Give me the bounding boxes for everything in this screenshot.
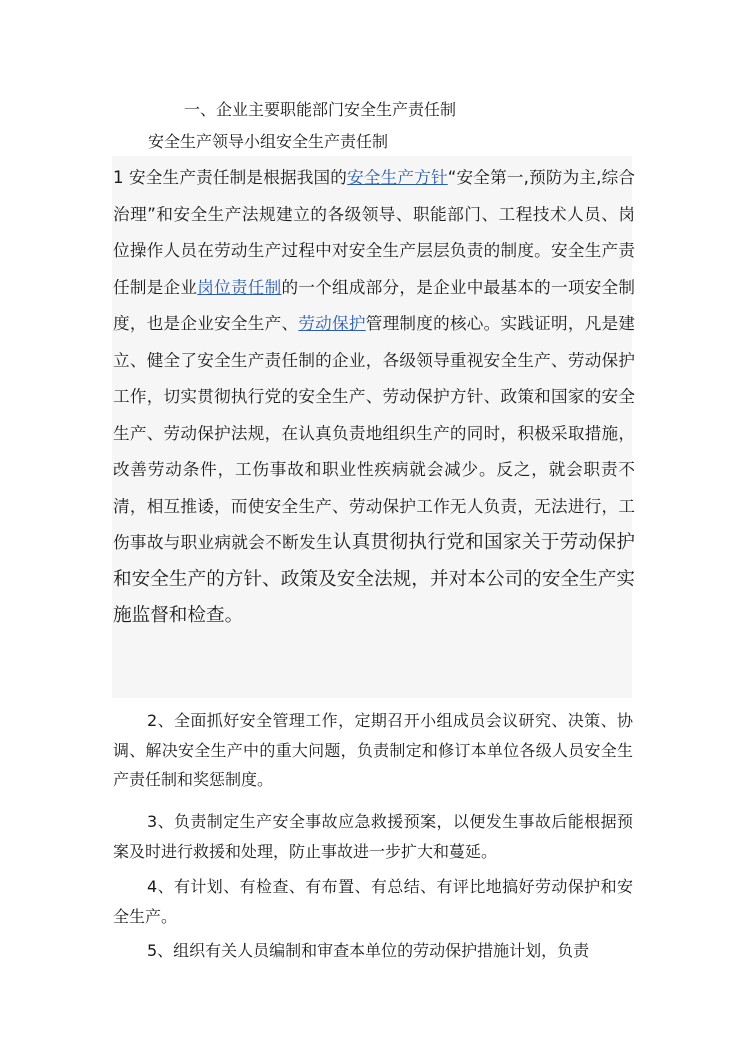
section-heading: 一、企业主要职能部门安全生产责任制: [184, 100, 457, 119]
paragraph-1-text-a: 1 安全生产责任制是根据我国的: [113, 168, 348, 187]
paragraph-1-text-b: “安全第一,预防为主,综合治理”和安全生产法规建立的各级领导、职能部门、工程技术人员、岗位操作人员在劳动生产过程中对安全生产层层负责的制度。安全生产责任制是企业: [113, 168, 636, 297]
paragraph-2: 2、全面抓好安全管理工作，定期召开小组成员会议研究、决策、协调、解决安全生产中的重大问题，负责制定和修订本单位各级人员安全生产责任制和奖惩制度。: [113, 711, 633, 789]
paragraph-1-text-c: 的一个组成部分，是企业中最基本的一项安全制度，也是企业安全生产、: [113, 277, 635, 333]
link-post-responsibility-system[interactable]: 岗位责任制: [197, 277, 282, 297]
paragraph-5: 5、组织有关人员编制和审查本单位的劳动保护措施计划，负责: [147, 941, 590, 960]
link-safety-policy[interactable]: 安全生产方针: [347, 168, 448, 187]
paragraph-1-text-e: 认真贯彻执行党和国家关于劳动保护和安全生产的方针、政策及安全法规，并对本公司的安全生产实施监督和检查。: [113, 532, 635, 626]
paragraph-1-text-d: 管理制度的核心。实践证明，凡是建立、健全了安全生产责任制的企业，各级领导重视安全生产、劳动保护工作，切实贯彻执行党的安全生产、劳动保护方针、政策和国家的安全生产、劳动保护法规，在认真负责地组织生产的同时，积极采取措施，改善劳动条件，工伤事故和职业性疾病就会减少。反之，就会职责不清，相互推诿，而使安全生产、劳动保护工作无人负责，无法进行，工伤事故与职业病就会不断发生: [113, 314, 636, 552]
paragraph-1: [113, 160, 635, 635]
paragraph-3: 3、负责制定生产安全事故应急救援预案，以便发生事故后能根据预案及时进行救援和处理，防止事故进一步扩大和蔓延。: [113, 812, 633, 861]
subsection-heading: 安全生产领导小组安全生产责任制: [148, 132, 389, 151]
link-labor-protection[interactable]: 劳动保护: [298, 314, 366, 333]
paragraph-4: 4、有计划、有检查、有布置、有总结、有评比地搞好劳动保护和安全生产。: [113, 877, 633, 926]
